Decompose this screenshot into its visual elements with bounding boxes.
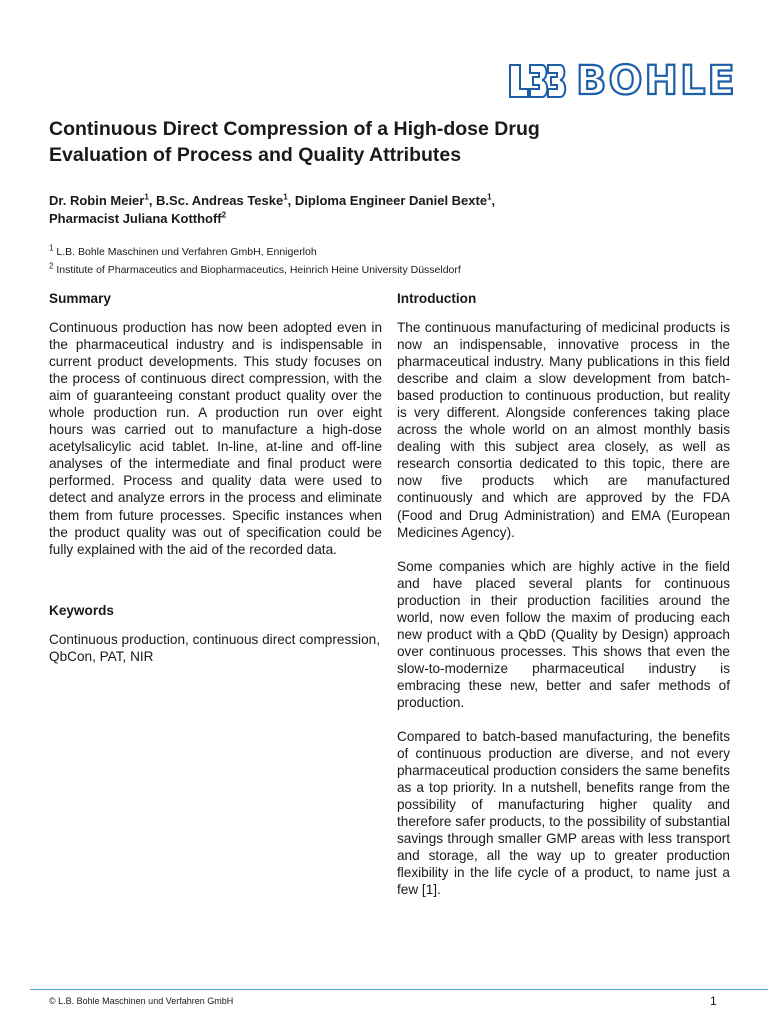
affiliation-text: Institute of Pharmaceutics and Biopharmaceutics, Heinrich Heine University Düsseldorf: [56, 264, 461, 276]
author-separator: ,: [148, 193, 157, 208]
affiliation-text: L.B. Bohle Maschinen und Verfahren GmbH, Ennigerloh: [56, 246, 317, 258]
footer-copyright: © L.B. Bohle Maschinen und Verfahren GmbH: [49, 996, 234, 1006]
affiliation-number: 1: [49, 243, 54, 253]
right-column: [397, 290, 730, 899]
author-list: [49, 192, 739, 228]
summary-text: Continuous production has now been adopted even in the pharmaceutical industry and is indispensable in current product developments. This study focuses on the process of continuous direct compression, with the aim of guaranteeing constant product quality over the whole production run. A production run over eight hours was carried out to manufacture a high-dose acetylsalicylic acid tablet. In-line, at-line and off-line analyses of the intermediate and final product were performed. Process and quality data were used to detect and analyze errors in the process and eliminate them from future processes. Specific instances when the product quality was out of specification could be fully explained with the aid of the recorded data.: [49, 320, 382, 557]
company-logo: [508, 58, 737, 104]
keywords-text: Continuous production, continuous direct compression, QbCon, PAT, NIR: [49, 631, 380, 664]
footer-divider: [30, 989, 768, 990]
introduction-heading: Introduction: [397, 291, 477, 306]
introduction-paragraph-2: Some companies which are highly active in the field and have placed several plants for continuous production in their production facilities around the world, now even follow the maxim of producing each new product with a QbD (Quality by Design) approach over continuous processes. This shows that even the slow-to-modernize pharmaceutical industry is embracing these new, better and safer methods of production.: [397, 558, 730, 710]
summary-heading: Summary: [49, 291, 111, 306]
affiliation-1: [49, 245, 739, 259]
author-name: Dr. Robin Meier: [49, 193, 145, 208]
author-name: Diploma Engineer Daniel Bexte: [294, 193, 488, 208]
author-affiliation-marker: 1: [144, 192, 149, 202]
paper-title-line-1: Continuous Direct Compression of a High-dose Drug: [49, 118, 540, 140]
introduction-paragraph-1: The continuous manufacturing of medicinal products is now an indispensable, innovative process in the pharmaceutical industry. Many publications in this field describe and claim a slow development from batch-based production to continuous production, but reality is very different. Alongside conferences taking place across the whole world on an almost monthly basis dealing with this subject area closely, as well as research consortia dedicated to this topic, there are now five products which are manufactured continuously and which are approved by the FDA (Food and Drug Administration) and EMA (European Medicines Agency).: [397, 320, 730, 540]
page-number: 1: [710, 994, 717, 1008]
author-affiliation-marker: 2: [221, 210, 227, 220]
introduction-paragraph-3: Compared to batch-based manufacturing, the benefits of continuous production are diverse, and not every pharmaceutical production considers the same benefits as a top priority. In a nutshell, benefits range from the possibility of manufacturing higher quality and therefore safer products, to the possibility of substantial savings through smaller GMP areas with less transport and storage, all the way up to greater production flexibility in the life cycle of a product, to name just a few [1].: [397, 729, 730, 898]
lbb-logo-mark-icon: [508, 63, 568, 99]
paper-title: [49, 116, 729, 168]
left-column: [49, 290, 382, 665]
affiliation-number: 2: [49, 261, 54, 271]
author-name: Pharmacist Juliana Kotthoff: [49, 211, 222, 226]
paper-title-line-2: Evaluation of Process and Quality Attributes: [49, 144, 462, 166]
author-separator: ,: [287, 193, 295, 208]
company-logo-wordmark: BOHLE: [576, 58, 737, 104]
author-affiliation-marker: 1: [283, 192, 288, 202]
affiliation-2: [49, 263, 739, 277]
author-name: B.Sc. Andreas Teske: [156, 193, 284, 208]
keywords-heading: Keywords: [49, 602, 114, 618]
author-affiliation-marker: 1: [487, 192, 492, 202]
author-separator: ,: [491, 193, 496, 208]
